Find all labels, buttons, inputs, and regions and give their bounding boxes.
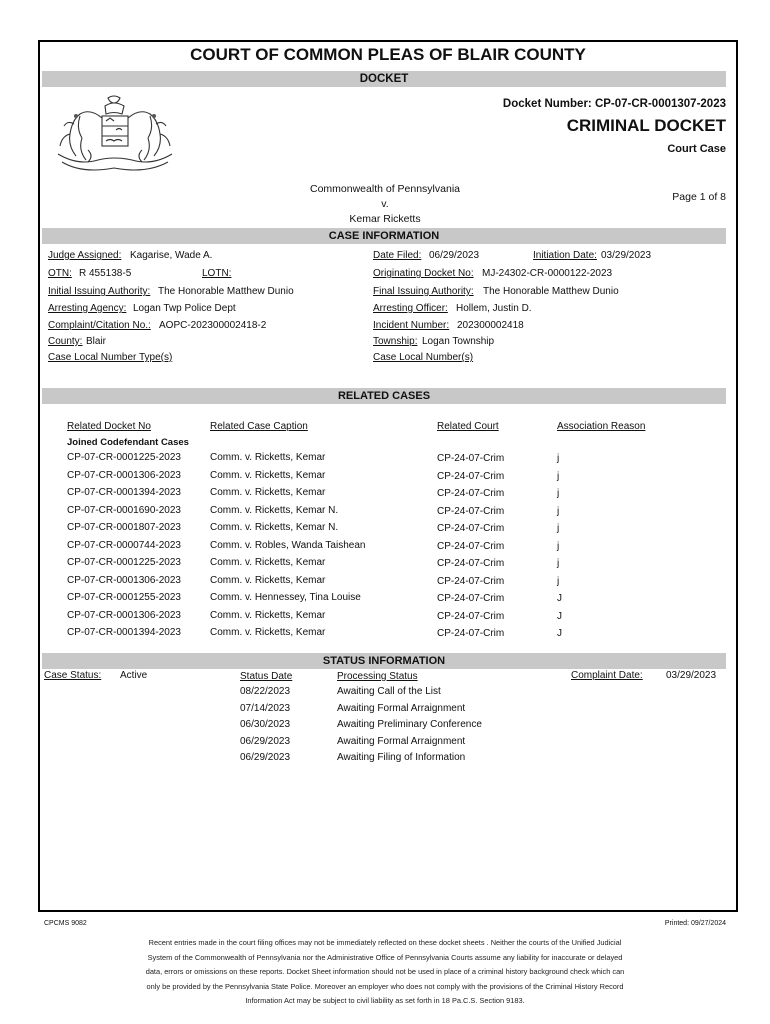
court-case-label: Court Case: [667, 143, 726, 155]
related-court: CP-24-07-Crim: [437, 488, 505, 499]
case-local-number-type-label: Case Local Number Type(s): [48, 352, 173, 363]
related-docket-no: CP-07-CR-0001807-2023: [67, 522, 181, 533]
related-case-caption: Comm. v. Robles, Wanda Taishean: [210, 539, 366, 551]
case-information-band: CASE INFORMATION: [42, 228, 726, 244]
arresting-agency-label: Arresting Agency:: [48, 303, 127, 314]
arresting-officer-label: Arresting Officer:: [373, 303, 448, 314]
association-reason: j: [557, 470, 560, 482]
status-date: 06/29/2023: [240, 752, 291, 763]
related-case-caption: Comm. v. Ricketts, Kemar N.: [210, 504, 339, 516]
disclaimer-line: Recent entries made in the court filing offices may not be immediately reflected on these docket sheets . Neither the courts of the Unified Judicial: [148, 938, 622, 947]
association-reason: j: [557, 558, 560, 569]
related-court: CP-24-07-Crim: [437, 610, 505, 622]
processing-status: Awaiting Formal Arraignment: [337, 735, 466, 747]
related-court: CP-24-07-Crim: [437, 453, 505, 464]
related-court: CP-24-07-Crim: [437, 558, 505, 569]
final-issuing-value: The Honorable Matthew Dunio: [483, 286, 619, 297]
col-related-court: Related Court: [437, 421, 499, 432]
date-filed-label: Date Filed:: [373, 250, 422, 261]
joined-codefendant-group: Joined Codefendant Cases: [67, 437, 189, 448]
association-reason: j: [557, 488, 560, 499]
pennsylvania-seal-icon: [48, 94, 183, 178]
case-local-numbers-label: Case Local Number(s): [373, 352, 474, 363]
related-court: CP-24-07-Crim: [437, 575, 505, 587]
county-value: Blair: [86, 336, 107, 347]
related-case-caption: Comm. v. Ricketts, Kemar: [210, 452, 326, 463]
association-reason: J: [557, 610, 562, 622]
initiation-label: Initiation Date:: [533, 250, 597, 261]
related-docket-no: CP-07-CR-0001394-2023: [67, 487, 181, 498]
related-case-caption: Comm. v. Ricketts, Kemar: [210, 469, 326, 481]
related-court: CP-24-07-Crim: [437, 505, 505, 517]
related-docket-no: CP-07-CR-0001225-2023: [67, 557, 181, 568]
association-reason: j: [557, 575, 560, 587]
incident-number-value: 202300002418: [457, 320, 524, 331]
complaint-citation-value: AOPC-202300002418-2: [159, 320, 267, 331]
related-case-caption: Comm. v. Hennessey, Tina Louise: [210, 592, 361, 603]
related-court: CP-24-07-Crim: [437, 593, 505, 604]
lotn-label: LOTN:: [202, 268, 232, 279]
col-processing-status: Processing Status: [337, 671, 418, 682]
docket-number: Docket Number: CP-07-CR-0001307-2023: [502, 98, 726, 110]
col-status-date: Status Date: [240, 671, 293, 682]
arresting-agency-value: Logan Twp Police Dept: [133, 303, 236, 314]
initial-issuing-value: The Honorable Matthew Dunio: [158, 286, 294, 297]
disclaimer-line: System of the Commonwealth of Pennsylvania nor the Administrative Office of Pennsylvania Courts assume any liability for inaccurate or delayed: [147, 952, 623, 962]
processing-status: Awaiting Preliminary Conference: [337, 719, 482, 730]
related-docket-no: CP-07-CR-0001306-2023: [67, 469, 181, 481]
caption-plaintiff: Commonwealth of Pennsylvania: [310, 183, 460, 195]
complaint-date-value: 03/29/2023: [666, 670, 717, 681]
disclaimer-line: only be provided by the Pennsylvania State Police. Moreover an employer who does not comply with the provisions of the Criminal History Record: [146, 981, 624, 991]
related-docket-no: CP-07-CR-0000744-2023: [67, 539, 181, 551]
otn-value: R 455138-5: [79, 268, 132, 279]
association-reason: j: [557, 540, 560, 552]
status-date: 06/29/2023: [240, 735, 291, 747]
related-case-caption: Comm. v. Ricketts, Kemar: [210, 627, 326, 638]
status-date: 06/30/2023: [240, 719, 291, 730]
related-court: CP-24-07-Crim: [437, 523, 505, 534]
disclaimer-line: data, errors or omissions on these reports. Docket Sheet information should not be used in place of a criminal history background check which can: [145, 967, 625, 977]
related-docket-no: CP-07-CR-0001306-2023: [67, 609, 181, 621]
association-reason: j: [557, 505, 560, 517]
related-docket-no: CP-07-CR-0001306-2023: [67, 574, 181, 586]
form-number: CPCMS 9082: [44, 920, 87, 927]
complaint-date-label: Complaint Date:: [571, 670, 643, 681]
originating-docket-value: MJ-24302-CR-0000122-2023: [482, 268, 613, 279]
status-information-band: STATUS INFORMATION: [42, 653, 726, 669]
association-reason: J: [557, 628, 562, 639]
case-status-value: Active: [120, 670, 148, 681]
page-indicator: Page 1 of 8: [672, 191, 726, 203]
disclaimer-line: Information Act may be subject to civil liability as set forth in 18 Pa.C.S. Section 9183.: [245, 996, 525, 1006]
criminal-docket-title: CRIMINAL DOCKET: [566, 116, 726, 135]
printed-date: Printed: 09/27/2024: [664, 920, 726, 927]
date-filed-value: 06/29/2023: [429, 250, 480, 261]
originating-docket-label: Originating Docket No:: [373, 268, 474, 279]
docket-band: DOCKET: [42, 71, 726, 87]
initiation-value: 03/29/2023: [601, 250, 652, 261]
incident-number-label: Incident Number:: [373, 320, 450, 331]
judge-value: Kagarise, Wade A.: [130, 250, 213, 261]
initial-issuing-label: Initial Issuing Authority:: [48, 286, 151, 297]
court-title: COURT OF COMMON PLEAS OF BLAIR COUNTY: [190, 45, 586, 64]
related-case-caption: Comm. v. Ricketts, Kemar N.: [210, 522, 339, 533]
processing-status: Awaiting Formal Arraignment: [337, 702, 466, 714]
arresting-officer-value: Hollem, Justin D.: [456, 303, 532, 314]
association-reason: j: [557, 523, 560, 534]
township-label: Township:: [373, 336, 418, 347]
related-case-caption: Comm. v. Ricketts, Kemar: [210, 574, 326, 586]
final-issuing-label: Final Issuing Authority:: [373, 286, 474, 297]
judge-label: Judge Assigned:: [48, 250, 122, 261]
related-case-caption: Comm. v. Ricketts, Kemar: [210, 557, 326, 568]
related-docket-no: CP-07-CR-0001225-2023: [67, 452, 181, 463]
related-court: CP-24-07-Crim: [437, 540, 505, 552]
related-case-caption: Comm. v. Ricketts, Kemar: [210, 487, 326, 498]
col-related-docket-no: Related Docket No: [67, 421, 151, 432]
township-value: Logan Township: [422, 336, 495, 347]
related-docket-no: CP-07-CR-0001690-2023: [67, 504, 181, 516]
status-date: 08/22/2023: [240, 686, 291, 697]
col-related-case-caption: Related Case Caption: [210, 421, 308, 432]
complaint-citation-label: Complaint/Citation No.:: [48, 320, 151, 331]
related-court: CP-24-07-Crim: [437, 628, 505, 639]
related-docket-no: CP-07-CR-0001255-2023: [67, 592, 181, 603]
related-case-caption: Comm. v. Ricketts, Kemar: [210, 609, 326, 621]
related-docket-no: CP-07-CR-0001394-2023: [67, 627, 181, 638]
status-date: 07/14/2023: [240, 702, 291, 714]
county-label: County:: [48, 336, 83, 347]
association-reason: j: [557, 453, 560, 464]
association-reason: J: [557, 593, 562, 604]
otn-label: OTN:: [48, 268, 72, 279]
caption-defendant: Kemar Ricketts: [349, 213, 421, 225]
related-cases-band: RELATED CASES: [42, 388, 726, 404]
col-association-reason: Association Reason: [557, 421, 646, 432]
caption-versus: v.: [381, 198, 389, 210]
disclaimer: [60, 936, 710, 1009]
processing-status: Awaiting Filing of Information: [337, 752, 466, 763]
case-status-label: Case Status:: [44, 670, 102, 681]
related-court: CP-24-07-Crim: [437, 470, 505, 482]
processing-status: Awaiting Call of the List: [337, 686, 441, 697]
